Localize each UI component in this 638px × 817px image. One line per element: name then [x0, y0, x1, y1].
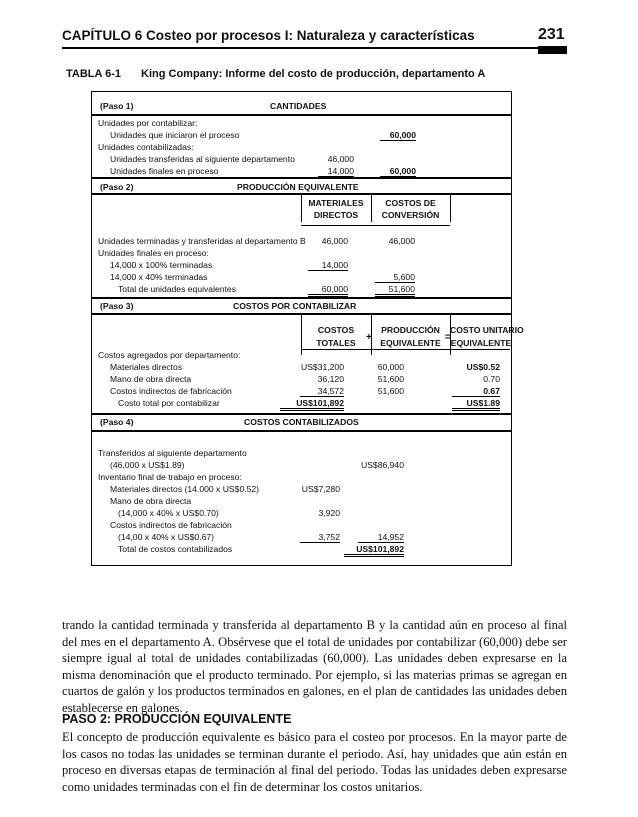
step4-row: Costos indirectos de fabricación [110, 520, 232, 530]
step3-col-header: PRODUCCIÓN [381, 325, 440, 335]
step1-row: Unidades por contabilizar: [98, 118, 198, 128]
step2-row: Total de unidades equivalentes [118, 284, 237, 294]
section-heading: PASO 2: PRODUCCIÓN EQUIVALENTE [62, 712, 292, 726]
step2-value: 51,600 [375, 284, 415, 297]
page-number: 231 [538, 26, 565, 43]
step1-row: Unidades contabilizadas: [98, 142, 194, 152]
step3-col-header: COSTOS [317, 325, 355, 335]
section-divider [91, 413, 512, 415]
step2-value: 60,000 [308, 284, 348, 297]
step1-value: 14,000 [318, 166, 354, 177]
step4-row: Materiales directos (14.000 x US$0.52) [110, 484, 260, 494]
step3-col-header: TOTALES [316, 338, 356, 348]
step1-title: CANTIDADES [270, 101, 327, 111]
step3-value: 34,572 [300, 386, 344, 397]
step3-value: 0.67 [452, 386, 500, 397]
column-divider [450, 193, 451, 222]
step2-col-header: COSTOS DE [385, 198, 436, 208]
step2-row: 14,000 x 100% terminadas [110, 260, 213, 270]
step4-value: US$101,892 [344, 544, 404, 557]
step3-value: 51,600 [377, 386, 404, 396]
step2-col-header: CONVERSIÓN [381, 210, 440, 220]
step3-value: US$31,200 [300, 362, 344, 372]
header-tab-marker [538, 46, 567, 54]
step4-label: (Paso 4) [100, 417, 134, 427]
step2-title: PRODUCCIÓN EQUIVALENTE [237, 182, 359, 192]
step2-value: 5,600 [375, 272, 415, 283]
step3-col-header: EQUIVALENTE [450, 338, 512, 348]
section-divider [91, 297, 512, 299]
step3-value: 60,000 [377, 362, 404, 372]
table-title: King Company: Informe del costo de producción, departamento A [141, 68, 486, 80]
step2-row: Unidades terminadas y transferidas al departamento B [98, 236, 306, 246]
step2-row: 14,000 x 40% terminadas [110, 272, 208, 282]
step1-row: Unidades que iniciaron el proceso [110, 130, 240, 140]
step3-row: Materiales directos [110, 362, 183, 372]
step1-value: 46,000 [327, 154, 354, 164]
paragraph-units: trando la cantidad terminada y transferida al departamento B y la cantidad aún en proceso al final del mes en el departamento A. Obsérvese que el total de unidades por contabilizar (60,000) debe ser siempre igual al total de unidades contabilizadas (60,000). Las unidades deben expresarse en la misma denominación que el producto terminado. Por ejemplo, si las materias primas se agregan en cuartos de galón y los productos terminados en galones, en el plan de cantidades las unidades deben establecerse en galones. [62, 618, 567, 715]
table-number: TABLA 6-1 [66, 68, 121, 80]
plus-operator: + [366, 332, 372, 343]
step3-value: US$1.89 [452, 398, 500, 411]
step3-value: 36,120 [317, 374, 344, 384]
step2-row: Unidades finales en proceso: [98, 248, 209, 258]
step3-col-header: EQUIVALENTE [380, 338, 441, 348]
section-divider [91, 430, 512, 432]
step3-value: 0.70 [483, 374, 500, 384]
step2-value: 14,000 [308, 260, 348, 271]
step3-value: 51,600 [377, 374, 404, 384]
step4-value: 3,752 [300, 532, 340, 543]
step4-row: (14,00 x 40% x US$0.67) [118, 532, 215, 542]
header-underline [371, 349, 450, 350]
step4-value: US$7,280 [301, 484, 340, 494]
step1-value: 60,000 [380, 130, 416, 141]
header-underline [371, 225, 450, 226]
step3-title: COSTOS POR CONTABILIZAR [233, 301, 357, 311]
step2-col-header: DIRECTOS [313, 210, 359, 220]
step3-row: Costos agregados por departamento: [98, 350, 241, 360]
step4-row: (14,000 x 40% x US$0.70) [118, 508, 219, 518]
step3-label: (Paso 3) [100, 301, 134, 311]
step3-value: US$101,892 [280, 398, 344, 411]
step3-col-header: COSTO UNITARIO [450, 325, 524, 335]
step2-value: 46,000 [388, 236, 415, 246]
step4-row: Total de costos contabilizados [118, 544, 233, 554]
step4-value: 14,952 [358, 532, 404, 543]
step4-title: COSTOS CONTABILIZADOS [244, 417, 359, 427]
step4-row: Inventario final de trabajo en proceso: [98, 472, 242, 482]
step3-row: Costos indirectos de fabricación [110, 386, 232, 396]
section-divider [91, 114, 512, 116]
step3-value: US$0.52 [466, 362, 500, 372]
step4-row: (46,000 x US$1.89) [110, 460, 185, 470]
header-underline [450, 349, 510, 350]
step1-label: (Paso 1) [100, 101, 134, 111]
paragraph-equivalent-production: El concepto de producción equivalente es básico para el costeo por procesos. En la mayor parte de los casos no todas las unidades se terminan durante el periodo. Así, hay unidades que aún están en proceso en diversas etapas de terminación al final del periodo. Todas las unidades deben expresarse como unidades terminadas con el fin de determinar los costos unitarios. [62, 730, 567, 794]
step4-value: 3,920 [318, 508, 340, 518]
step2-col-header: MATERIALES [308, 198, 364, 208]
chapter-header: CAPÍTULO 6 Costeo por procesos I: Naturaleza y características [62, 28, 475, 43]
step1-row: Unidades transferidas al siguiente departamento [110, 154, 295, 164]
header-underline [301, 225, 371, 226]
step2-label: (Paso 2) [100, 182, 134, 192]
step1-row: Unidades finales en proceso [110, 166, 219, 176]
step3-row: Costo total por contabilizar [118, 398, 220, 408]
step4-row: Mano de obra directa [110, 496, 192, 506]
step2-value: 46,000 [321, 236, 348, 246]
step4-value: US$86,940 [360, 460, 404, 470]
step4-row: Transferidos al siguiente departamento [98, 448, 247, 458]
step3-row: Mano de obra directa [110, 374, 192, 384]
step1-value: 60,000 [380, 166, 416, 179]
section-divider [91, 177, 512, 179]
equals-operator: = [445, 332, 451, 343]
header-rule [62, 47, 567, 49]
header-underline [301, 349, 371, 350]
